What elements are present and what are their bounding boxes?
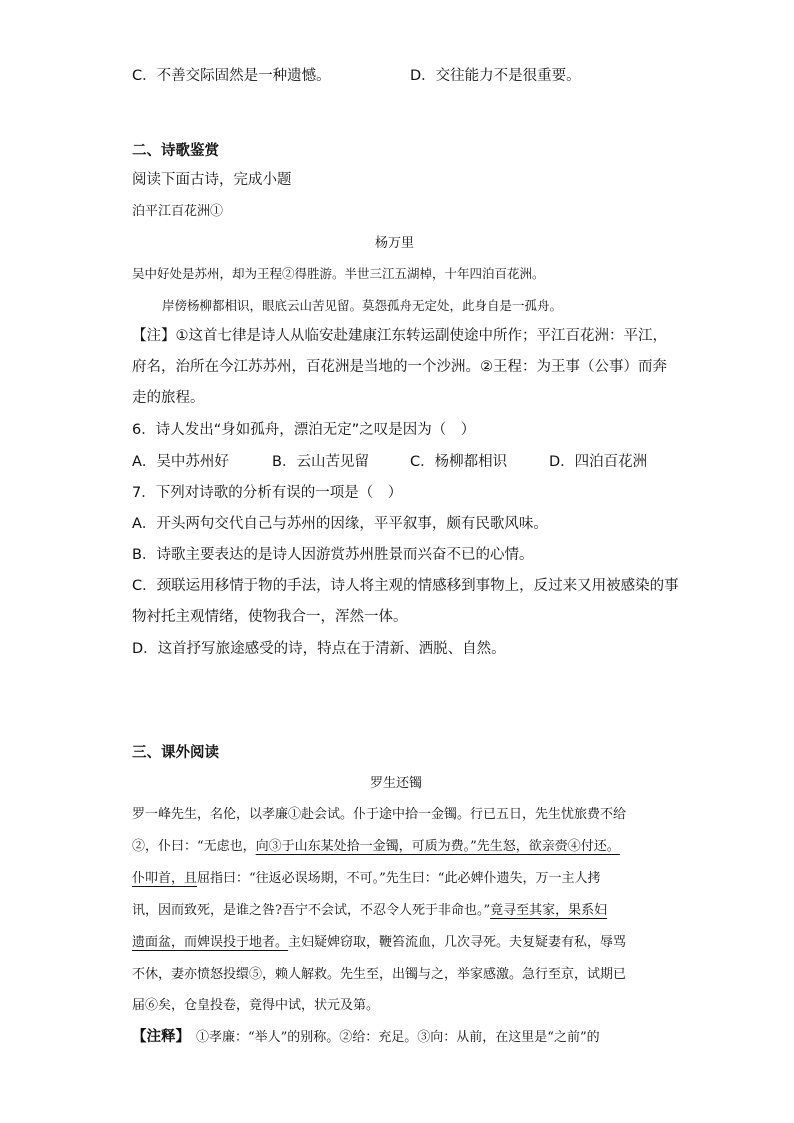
passage-line-6: 不休，妻亦愤怒投缳⑤，赖人解救。先生至，出镯与之，举家感激。急行至京，试期已 xyxy=(132,967,627,982)
poem-author: 杨万里 xyxy=(375,236,415,251)
note-line-2: 府名，治所在今江苏苏州，百花洲是当地的一个沙洲。②王程：为王事（公事）而奔 xyxy=(132,359,667,375)
passage-line-3-underlined: 仆叩首，且 xyxy=(132,871,198,886)
passage-line-4-underlined: 竟寻至其家，果系妇 xyxy=(490,903,608,918)
passage-line-3 xyxy=(132,869,600,889)
option-d: D．交往能力不是很重要。 xyxy=(410,68,581,84)
option-c: C．不善交际固然是一种遗憾。 xyxy=(132,68,331,84)
option-d-line xyxy=(410,66,581,86)
section2-instruction: 阅读下面古诗，完成小题 xyxy=(132,172,292,188)
question-6-option-b: B．云山苦见留 xyxy=(272,454,369,470)
question-7-option-a: A．开头两句交代自己与苏州的因缘，平平叙事，颇有民歌风味。 xyxy=(132,516,548,532)
question-7-option-d: D．这首抒写旅途感受的诗，特点在于清新、洒脱、自然。 xyxy=(132,641,506,657)
passage-line-5-plain: 主妇疑婢窃取，鞭笞流血，几次寻死。夫复疑妻有私，辱骂 xyxy=(288,935,627,950)
question-7-option-b: B．诗歌主要表达的是诗人因游赏苏州胜景而兴奋不已的心情。 xyxy=(132,547,534,563)
question-7-option-c-line2: 物衬托主观情绪，使物我合一，浑然一体。 xyxy=(132,609,408,625)
note-line-3: 走的旅程。 xyxy=(132,390,205,406)
annotation-line xyxy=(132,1027,600,1048)
annotation-label: 【注释】 xyxy=(132,1029,190,1045)
poem-line-1: 吴中好处是苏州，却为王程②得胜游。半世三江五湖棹，十年四泊百花洲。 xyxy=(132,266,545,281)
question-7-option-c-line1: C．颈联运用移情于物的手法，诗人将主观的情感移到事物上，反过来又用被感染的事 xyxy=(132,578,679,594)
annotation-text: ①孝廉：“举人”的别称。②给：充足。③向：从前，在这里是“之前”的 xyxy=(196,1030,600,1045)
question-7-stem: 7．下列对诗歌的分析有误的一项是（ ） xyxy=(132,485,403,501)
passage-line-3-plain: 屈指曰：“往返必误场期，不可。”先生曰：“此必婢仆遗失，万一主人拷 xyxy=(197,871,601,886)
passage-line-1: 罗一峰先生，名伦，以孝廉①赴会试。仆于途中拾一金镯。行已五日，先生忧旅费不给 xyxy=(132,807,627,822)
question-6-option-a: A．吴中苏州好 xyxy=(132,454,229,470)
question-6-option-c: C．杨柳都相识 xyxy=(410,454,508,470)
passage-line-2 xyxy=(132,837,620,857)
passage-line-5-underlined: 遗面盆，而婢误投于地者。 xyxy=(132,935,289,950)
question-6-stem: 6．诗人发出“身如孤舟，漂泊无定”之叹是因为（ ） xyxy=(132,422,476,438)
question-6-option-d: D．四泊百花洲 xyxy=(549,454,648,470)
poem-title: 泊平江百花洲① xyxy=(132,204,224,219)
poem-line-2: 岸傍杨柳都相识，眼底云山苦见留。莫怨孤舟无定处，此身自是一孤舟。 xyxy=(162,298,563,313)
note-line-1: 【注】①这首七律是诗人从临安赴建康江东转运副使途中所作；平江百花洲：平江， xyxy=(132,328,667,344)
passage-line-4 xyxy=(132,901,607,921)
passage-line-7: 届⑥矣，仓皇投卷，竟得中试，状元及第。 xyxy=(132,998,380,1013)
passage-line-5 xyxy=(132,933,626,953)
passage-line-4-plain: 讯，因而致死，是谁之咎?吾宁不会试，不忍令人死于非命也。” xyxy=(132,903,491,918)
passage-line-2-plain: ②，仆曰：“无虑也， xyxy=(132,839,256,854)
section2-heading: 二、诗歌鉴赏 xyxy=(132,143,219,159)
option-c-line xyxy=(132,66,331,86)
passage-line-2-underlined: 向③于山东某处拾一金镯，可质为费。”先生怒，欲亲赍④付还。 xyxy=(255,839,620,854)
passage-title: 罗生还镯 xyxy=(370,776,423,791)
section3-heading: 三、课外阅读 xyxy=(132,745,219,761)
